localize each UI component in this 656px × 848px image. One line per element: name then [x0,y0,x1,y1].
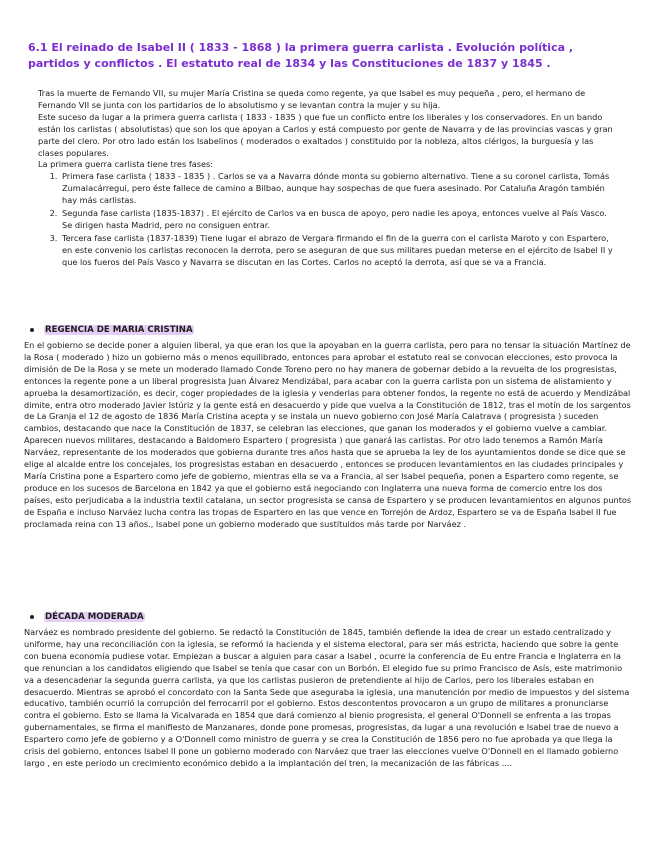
phase-item-3: 3. Tercera fase carlista (1837-1839) Tiene lugar el abrazo de Vergara firmando el fin de la guerra con el carlista Maroto y con Espartero, en este convenio los carlistas reconocen la derrota, pero se aseguran de que sus militares puedan meterse en el ejército de Isabel II y que los fueros del País Vasco y Navarra se discutan en las Cortes. Carlos no aceptó la derrota, así que se va a Francia. [60,233,613,269]
phases-list [38,171,613,268]
decada-paragraph: Narváez es nombrado presidente del gobierno. Se redactó la Constitución de 1845, también defiende la idea de crear un estado centralizado y uniforme, hay una reconciliación con la iglesia, se reformó la hacienda y el sistema electoral, para ser más estricta, haciendo que sobre la gente con buena economía pudiese votar. Empiezan a buscar a alguien para casar a Isabel , ocurre la conferencia de Eu entre Francia e Inglaterra en la que renuncian a los candidatos eligiendo que Isabel se tenía que casar con un Borbón. El elegido fue su primo Francisco de Asís, este matrimonio va a desencadenar la segunda guerra carlista, ya que los carlistas pusieron de pretendiente al hijo de Carlos, pero los liberales estaban en desacuerdo. Mientras se aprobó el concordato con la Santa Sede que aseguraba la iglesia, una manutención por medio de impuestos y del sistema educativo, también ocurrió la corrupción del ferrocarril por el gobierno. Estos descontentos provocaron a un grupo de militares a pronunciarse contra el gobierno. Esto se llama la Vicalvarada en 1854 que dará comienzo al bienio progresista, el general O'Donnell se enfrenta a las tropas gubernamentales, se firma el manifiesto de Manzanares, donde pone promesas, progresistas, da lugar a una revolución e Isabel trae de nuevo a Espartero como jefe de gobierno y a O'Donnell como ministro de guerra y se crea la Constitución de 1856 pero no fue aprobada ya que llega la crisis del gobierno, entonces Isabel II pone un gobierno moderado con Narváez que traer las elecciones vuelve O'Donnell en el llamado gobierno largo , en este periodo un crecimiento económico debido a la implantación del tren, la mecanización de las fábricas .... [24,627,630,768]
phase-item-1: 1. Primera fase carlista ( 1833 - 1835 ) . Carlos se va a Navarra dónde monta su gobierno alternativo. Tiene a su coronel carlista, Tomás Zumalacárregui, pero éste fallece de camino a Bilbao, aunque hay sospechas de que fuera asesinado. Por Cataluña Aragón también hay más carlistas. [60,171,613,207]
phase-item-2: 2. Segunda fase carlista (1835-1837) . El ejército de Carlos va en busca de apoyo, pero nadie les apoya, entonces vuelve al País Vasco. Se dirigen hasta Madrid, pero no consiguen entrar. [60,208,613,232]
heading-label: DÉCADA MODERADA [45,612,144,622]
intro-section [38,88,613,270]
regencia-paragraph: En el gobierno se decide poner a alguien liberal, ya que eran los que la apoyaban en la guerra carlista, pero para no tensar la situación Martínez de la Rosa ( moderado ) hizo un gobierno más o menos equilibrado, entonces para aprobar el estatuto real se convocan elecciones, esto provoca la dimisión de De la Rosa y se mete un moderado llamado Conde Toreno pero no hay manera de gobernar debido a la revuelta de los progresistas, entonces la regente pone a un liberal progresista Juan Álvarez Mendizábal, para acabar con la guerra carlista pon un sistema de alistamiento y aprueba la desamortización, es decir, coger propiedades de la iglesia y venderlas para obtener fondos, la regente no está de acuerdo y Mendizábal dimite, entra otro moderado Javier Istúriz y la gente está en desacuerdo y pide que vuelva a la Constitución de 1812, tras el motín de los sargentos de La Granja el 12 de agosto de 1836 María Cristina acepta y se instala un nuevo gobierno con José María Calatrava ( progresista ) suceden cambios, destacando que nace la Constitución de 1837, se celebran las elecciones, que ganan los moderados y el gobierno vuelve a cambiar. Aparecen nuevos militares, destacando a Baldomero Espartero ( progresista ) que ganará las carlistas. Por otro lado tenemos a Ramón María Narváez, representante de los moderados que gobierna durante tres años hasta que se aprueba la ley de los ayuntamientos donde se dice que se elige al alcalde entre los concejales, los progresistas estaban en desacuerdo , entonces se producen levantamientos en las ciudades principales y María Cristina pone a Espartero como jefe de gobierno, mientras ella se va a Francia, al ser Isabel pequeña, ponen a Espartero como regente, se produce en los sucesos de Barcelona en 1842 ya que el gobierno está negociando con Inglaterra una nueva forma de comercio entre los dos países, esto perjudicaba a la industria textil catalana, un sector progresista se cansa de Espartero y se producen levantamientos en algunos puntos de España e incluso Narváez lucha contra las tropas de Espartero en las que vence en Torrejón de Ardoz, Espartero se va de España Isabel II fue proclamada reina con 13 años., Isabel pone un gobierno moderado que sustituidos más tarde por Narváez . [24,340,632,529]
intro-paragraph-3: La primera guerra carlista tiene tres fases: [38,159,214,170]
section-heading-regencia [30,325,194,335]
heading-label: REGENCIA DE MARIA CRISTINA [45,325,193,335]
document-title: 6.1 El reinado de Isabel II ( 1833 - 1868 ) la primera guerra carlista . Evolución política , partidos y conflictos . El estatuto real de 1834 y las Constituciones de 1837 y 1845 . [28,41,574,70]
intro-paragraph-1: Tras la muerte de Fernando VII, su mujer María Cristina se queda como regente, ya que Isabel es muy pequeña , pero, el hermano de Fernando VII se junta con los partidarios de lo absolutismo y se levantan contra la mujer y su hija. [38,88,586,110]
bullet-icon [30,615,34,619]
decada-section [24,627,632,770]
intro-paragraph-2: Este suceso da lugar a la primera guerra carlista ( 1833 - 1835 ) que fue un conflicto entre los liberales y los conservadores. En un bando están los carlistas ( absolutistas) que son los que apoyan a Carlos y está compuesto por gente de Navarra y de las provincias vascas y gran parte del clero. Por otro lado están los Isabelinos ( moderados o exaltados ) constituido por la nobleza, altos clérigos, la burguesía y las clases populares. [38,111,613,158]
section-heading-decada [30,612,145,622]
bullet-icon [30,328,34,332]
regencia-section [24,340,632,531]
